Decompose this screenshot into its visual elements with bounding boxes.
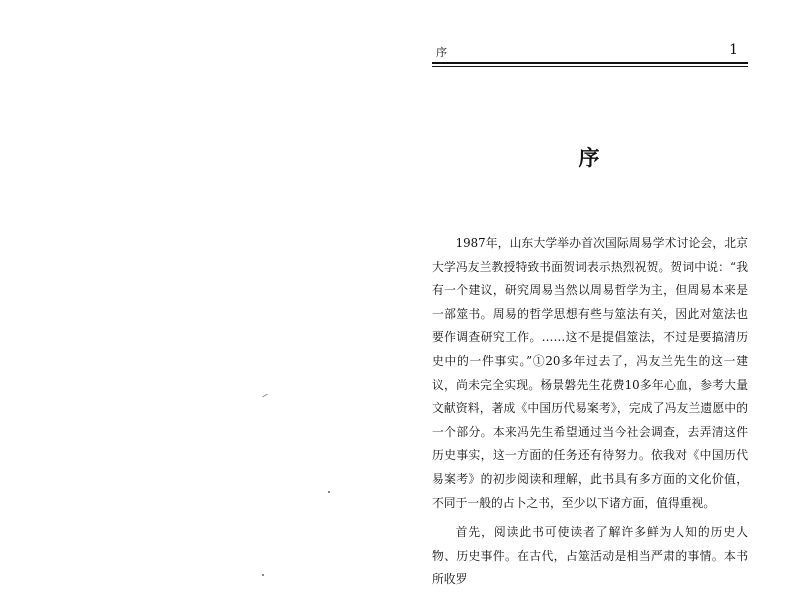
paragraph: 首先，阅读此书可使读者了解许多鲜为人知的历史人物、历史事件。在古代，占筮活动是相当严肃的事情。本书所收罗 (432, 525, 748, 587)
page-number: 1 (729, 42, 738, 58)
header-rule-thick (432, 62, 748, 64)
running-header (432, 42, 748, 64)
chapter-title: 序 (578, 145, 602, 170)
header-rule-thin (432, 66, 748, 67)
scan-speck (262, 394, 268, 398)
body-text (432, 232, 748, 592)
scan-speck (328, 491, 330, 493)
paragraph: 1987年，山东大学举办首次国际周易学术讨论会，北京大学冯友兰教授特致书面贺词表示热烈祝贺。贺词中说：“我有一个建议，研究周易当然以周易哲学为主，但周易本来是一部筮书。周易的哲学思想有些与筮法有关，因此对筮法也要作调查研究工作。……这不是提倡筮法，不过是要搞清历史中的一件事实。”①20多年过去了，冯友兰先生的这一建议，尚未完全实现。杨景磐先生花费10多年心血，参考大量文献资料，著成《中国历代易案考》，完成了冯友兰遗愿中的一个部分。本来冯先生希望通过当今社会调查，去弄清这件历史事实，这一方面的任务还有待努力。依我对《中国历代易案考》的初步阅读和理解，此书具有多方面的文化价值，不同于一般的占卜之书，至少以下诸方面，值得重视。 (432, 236, 748, 510)
header-section-title: 序 (436, 46, 447, 59)
scan-speck (262, 574, 264, 576)
